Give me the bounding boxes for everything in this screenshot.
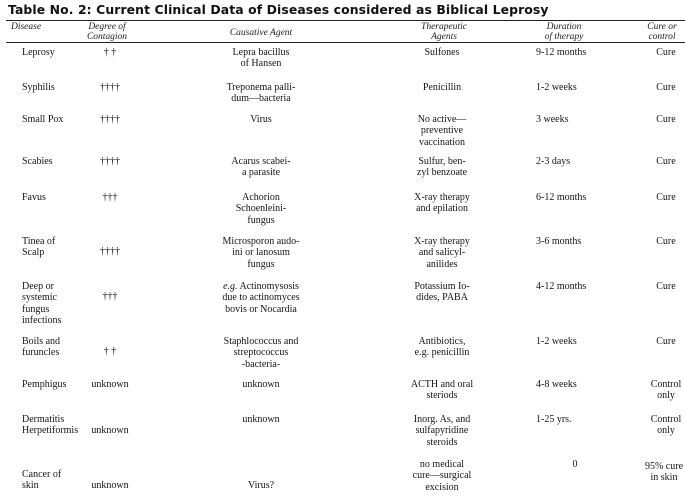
cell-agent: Treponema palli- dum—bacteria [226,82,296,105]
cell-agent: Virus [250,114,272,125]
cell-duration: 3-6 months [536,236,582,247]
cell-contagion: †††† [100,82,120,93]
cell-contagion: unknown [91,425,129,436]
cell-duration: 4-12 months [536,281,587,292]
cell-cure: Cure [656,281,676,292]
header-duration: Duration of therapy [544,22,584,42]
cell-agent: Lepra bacillus of Hansen [232,47,290,70]
cell-contagion: † † [103,47,117,58]
cell-contagion: †††† [100,156,120,167]
cell-therapeutic: Sulfones [424,47,460,58]
cell-disease: Small Pox [22,114,64,125]
cell-cure: Cure [656,336,676,347]
cell-therapeutic: Sulfur, ben- zyl benzoate [416,156,468,179]
cell-disease: Favus [22,192,46,203]
cell-therapeutic: Antibiotics, e.g. penicillin [414,336,470,359]
cell-disease: Scabies [22,156,53,167]
cell-contagion: unknown [91,379,129,390]
cell-therapeutic: Penicillin [422,82,462,93]
cell-agent: Acarus scabei- a parasite [231,156,291,179]
header-therapeutic: Therapeutic Agents [421,22,467,42]
cell-therapeutic: X-ray therapy and salicyl- anilides [414,236,470,270]
cell-duration: 1-25 yrs. [536,414,572,425]
cell-disease: Tinea of Scalp [22,236,56,259]
cell-therapeutic: No active— preventive vaccination [417,114,467,148]
table-title: Table No. 2: Current Clinical Data of Diseases considered as Biblical Leprosy [8,2,549,17]
cell-cure: Cure [656,156,676,167]
cell-disease: Syphilis [22,82,55,93]
cell-duration: 3 weeks [536,114,569,125]
cell-cure: Cure [656,47,676,58]
header-bottom-rule [6,42,685,43]
cell-disease: Boils and furuncles [22,336,61,359]
header-top-rule [6,20,685,21]
cell-therapeutic: ACTH and oral steriods [410,379,474,402]
cell-contagion: †††† [100,114,120,125]
cell-disease: Pemphigus [22,379,67,390]
cell-cure: Cure [656,82,676,93]
cell-cure: Cure [656,192,676,203]
header-cure: Cure or control [647,22,677,42]
cell-duration: 1-2 weeks [536,336,577,347]
cell-cure: Cure [656,236,676,247]
cell-cure: Control only [650,414,682,437]
cell-duration: 9-12 months [536,47,587,58]
cell-duration: 2-3 days [536,156,571,167]
cell-therapeutic: no medical cure—surgical excision [412,459,472,493]
cell-therapeutic: X-ray therapy and epilation [414,192,470,215]
cell-contagion: ††† [102,291,118,302]
cell-duration: 1-2 weeks [536,82,577,93]
cell-agent: Microsporon audo- ini or lanosum fungus [222,236,300,270]
cell-duration: 6-12 months [536,192,587,203]
cell-agent [186,281,336,315]
cell-duration: 4-8 weeks [536,379,577,390]
cell-disease: Cancer of skin [22,469,62,492]
cell-agent: Staphlococcus and streptococcus -bacteria- [223,336,299,370]
cell-disease: Deep or systemic fungus infections [22,281,62,327]
cell-contagion: † † [103,346,117,357]
cell-duration: 0 [572,459,578,470]
cell-agent: unknown [242,414,280,425]
cell-therapeutic: Potassium Io- dides, PABA [414,281,470,304]
cell-cure: Control only [650,379,682,402]
agent-eg-label: e.g. [223,281,238,292]
cell-cure: 95% cure in skin [644,461,684,484]
header-agent: Causative Agent [229,28,293,38]
cell-contagion: unknown [91,480,129,491]
cell-disease: Leprosy [22,47,55,58]
cell-therapeutic: Inorg. As, and sulfapyridine steroids [413,414,471,448]
header-contagion: Degree of Contagion [86,22,128,42]
cell-cure: Cure [656,114,676,125]
header-disease: Disease [10,22,42,32]
agent-text: Actinomysosis due to actinomyces bovis or Nocardia [222,281,300,315]
cell-disease: Dermatitis Herpetiformis [22,414,79,437]
cell-contagion: ††† [102,192,118,203]
cell-agent: unknown [242,379,280,390]
cell-agent: Achorion Schoenleini- fungus [235,192,287,226]
cell-agent: Virus? [247,480,275,491]
cell-contagion: †††† [100,246,120,257]
